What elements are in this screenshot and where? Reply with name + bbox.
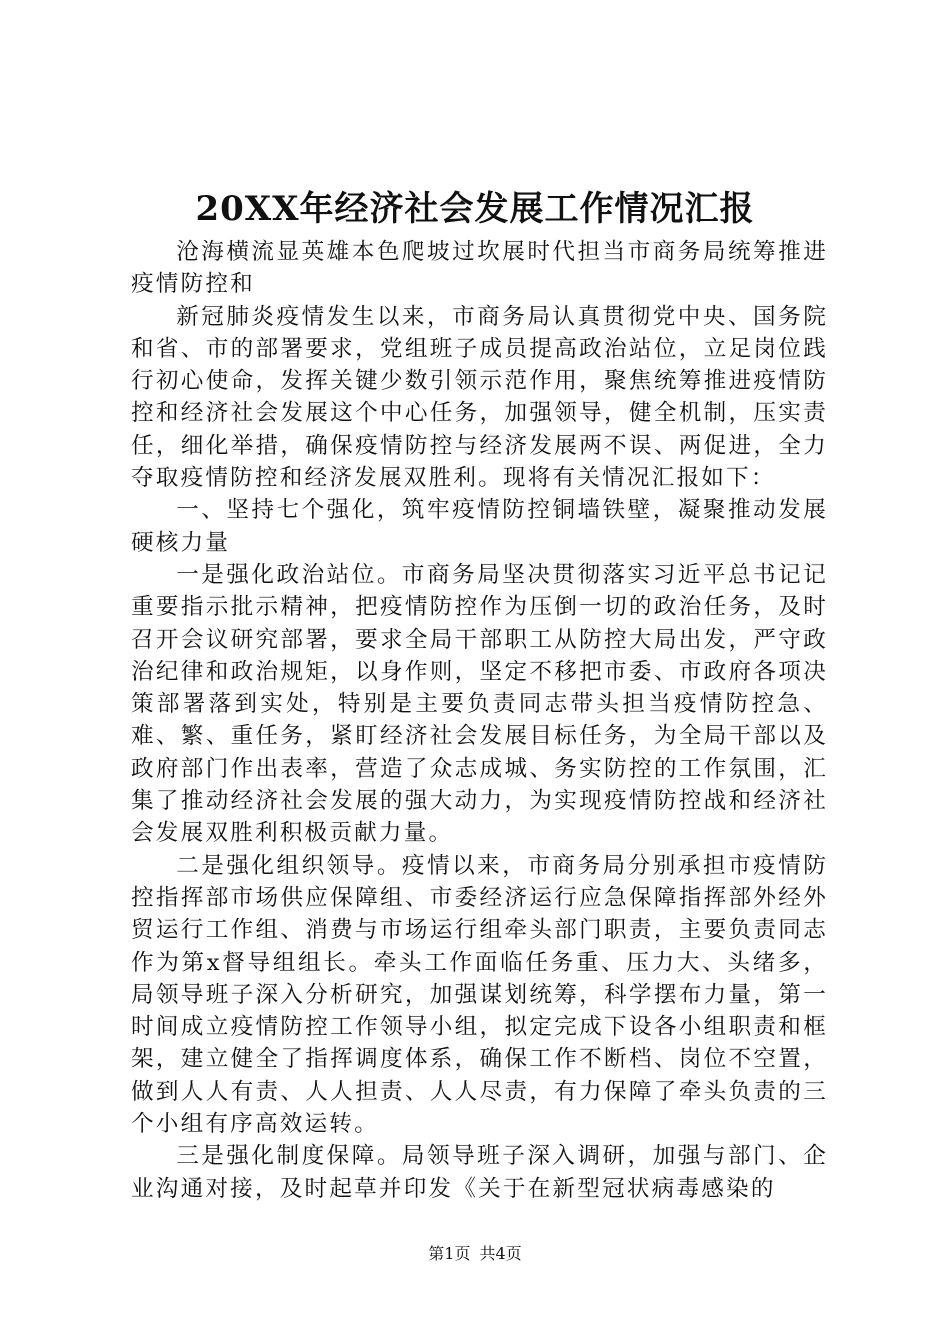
paragraph-intro: 新冠肺炎疫情发生以来，市商务局认真贯彻党中央、国务院和省、市的部署要求，党组班子成员提高政治站位，立足岗位践行初心使命，发挥关键少数引领示范作用，聚焦统筹推进疫情防控和经济社会发展这个中心任务，加强领导，健全机制，压实责任，细化举措，确保疫情防控与经济发展两不误、两促进，全力夺取疫情防控和经济发展双胜利。现将有关情况汇报如下： <box>131 303 828 492</box>
page-total: 共4页 <box>479 1244 522 1263</box>
page-number: 第1页 <box>428 1244 471 1263</box>
page-footer <box>0 1242 950 1266</box>
document-title: 20XX年经济社会发展工作情况汇报 <box>195 189 755 229</box>
document-body <box>131 236 828 1205</box>
paragraph-political-stance: 一是强化政治站位。市商务局坚决贯彻落实习近平总书记记重要指示批示精神，把疫情防控作为压倒一切的政治任务，及时召开会议研究部署，要求全局干部职工从防控大局出发，严守政治纪律和政治规矩，以身作则，坚定不移把市委、市政府各项决策部署落到实处，特别是主要负责同志带头担当疫情防控急、难、繁、重任务，紧盯经济社会发展目标任务，为全局干部以及政府部门作出表率，营造了众志成城、务实防控的工作氛围，汇集了推动经济社会发展的强大动力，为实现疫情防控战和经济社会发展双胜利积极贡献力量。 <box>131 561 828 847</box>
paragraph-organization: 二是强化组织领导。疫情以来，市商务局分别承担市疫情防控指挥部市场供应保障组、市委经济运行应急保障指挥部外经外贸运行工作组、消费与市场运行组牵头部门职责，主要负责同志作为第x督导组组长。牵头工作面临任务重、压力大、头绪多，局领导班子深入分析研究，加强谋划统筹，科学摆布力量，第一时间成立疫情防控工作领导小组，拟定完成下设各小组职责和框架，建立健全了指挥调度体系，确保工作不断档、岗位不空置，做到人人有责、人人担责、人人尽责，有力保障了牵头负责的三个小组有序高效运转。 <box>131 852 828 1138</box>
paragraph-subtitle: 沧海横流显英雄本色爬坡过坎展时代担当市商务局统筹推进疫情防控和 <box>131 239 828 298</box>
section-heading-1: 一、坚持七个强化，筑牢疫情防控铜墙铁壁，凝聚推动发展硬核力量 <box>131 497 828 556</box>
paragraph-system-guarantee: 三是强化制度保障。局领导班子深入调研，加强与部门、企业沟通对接，及时起草并印发《关于在新型冠状病毒感染的 <box>131 1143 828 1202</box>
